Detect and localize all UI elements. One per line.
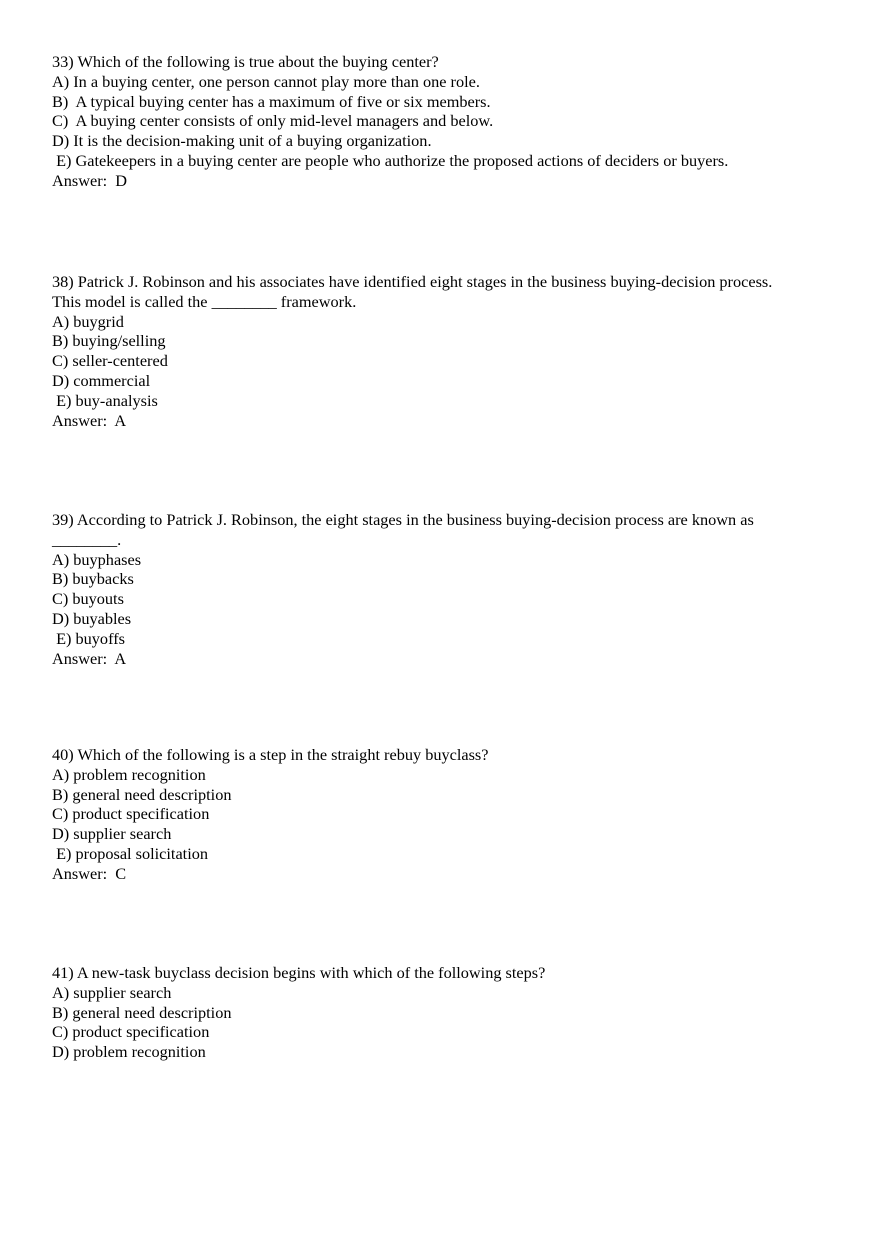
answer-option-a: A) supplier search: [52, 982, 172, 1002]
answer-option-a: A) problem recognition: [52, 764, 206, 784]
answer-option-c: C) product specification: [52, 804, 210, 824]
answer-key: Answer: A: [52, 648, 127, 668]
question-stem: 40) Which of the following is a step in the straight rebuy buyclass?: [52, 745, 489, 764]
answer-option-a: A) In a buying center, one person cannot play more than one role.: [52, 71, 480, 91]
answer-key: Answer: D: [52, 170, 128, 190]
answer-option-e: E) proposal solicitation: [52, 843, 209, 863]
question-stem-continued: ________.: [52, 529, 122, 549]
answer-option-e: E) buy-analysis: [52, 390, 158, 410]
question-39: [52, 510, 842, 668]
answer-option-a: A) buyphases: [52, 549, 142, 569]
answer-option-d: D) problem recognition: [52, 1042, 206, 1062]
question-stem: 38) Patrick J. Robinson and his associates have identified eight stages in the business buying-decision process.: [52, 272, 773, 291]
answer-option-d: D) supplier search: [52, 824, 172, 844]
answer-option-d: D) It is the decision-making unit of a buying organization.: [52, 131, 432, 151]
question-40: [52, 745, 842, 884]
question-stem: 39) According to Patrick J. Robinson, the eight stages in the business buying-decision process are known as: [52, 510, 754, 529]
answer-option-e: E) Gatekeepers in a buying center are people who authorize the proposed actions of deciders or buyers.: [52, 150, 729, 170]
answer-option-b: B) buybacks: [52, 569, 134, 589]
answer-option-c: C) product specification: [52, 1022, 210, 1042]
question-stem: 41) A new-task buyclass decision begins with which of the following steps?: [52, 963, 546, 982]
answer-option-b: B) general need description: [52, 784, 232, 804]
answer-option-d: D) buyables: [52, 608, 132, 628]
answer-option-a: A) buygrid: [52, 311, 124, 331]
answer-option-b: B) buying/selling: [52, 331, 166, 351]
question-38: [52, 272, 842, 430]
answer-option-c: C) A buying center consists of only mid-level managers and below.: [52, 111, 494, 131]
question-41: [52, 963, 842, 1062]
answer-option-b: B) general need description: [52, 1002, 232, 1022]
answer-key: Answer: A: [52, 410, 127, 430]
answer-option-b: B) A typical buying center has a maximum of five or six members.: [52, 91, 491, 111]
answer-key: Answer: C: [52, 863, 127, 883]
question-stem-continued: This model is called the ________ framework.: [52, 291, 357, 311]
answer-option-c: C) seller-centered: [52, 351, 168, 371]
answer-option-e: E) buyoffs: [52, 628, 125, 648]
answer-option-c: C) buyouts: [52, 589, 124, 609]
answer-option-d: D) commercial: [52, 370, 151, 390]
question-33: [52, 52, 842, 191]
question-stem: 33) Which of the following is true about the buying center?: [52, 52, 439, 71]
